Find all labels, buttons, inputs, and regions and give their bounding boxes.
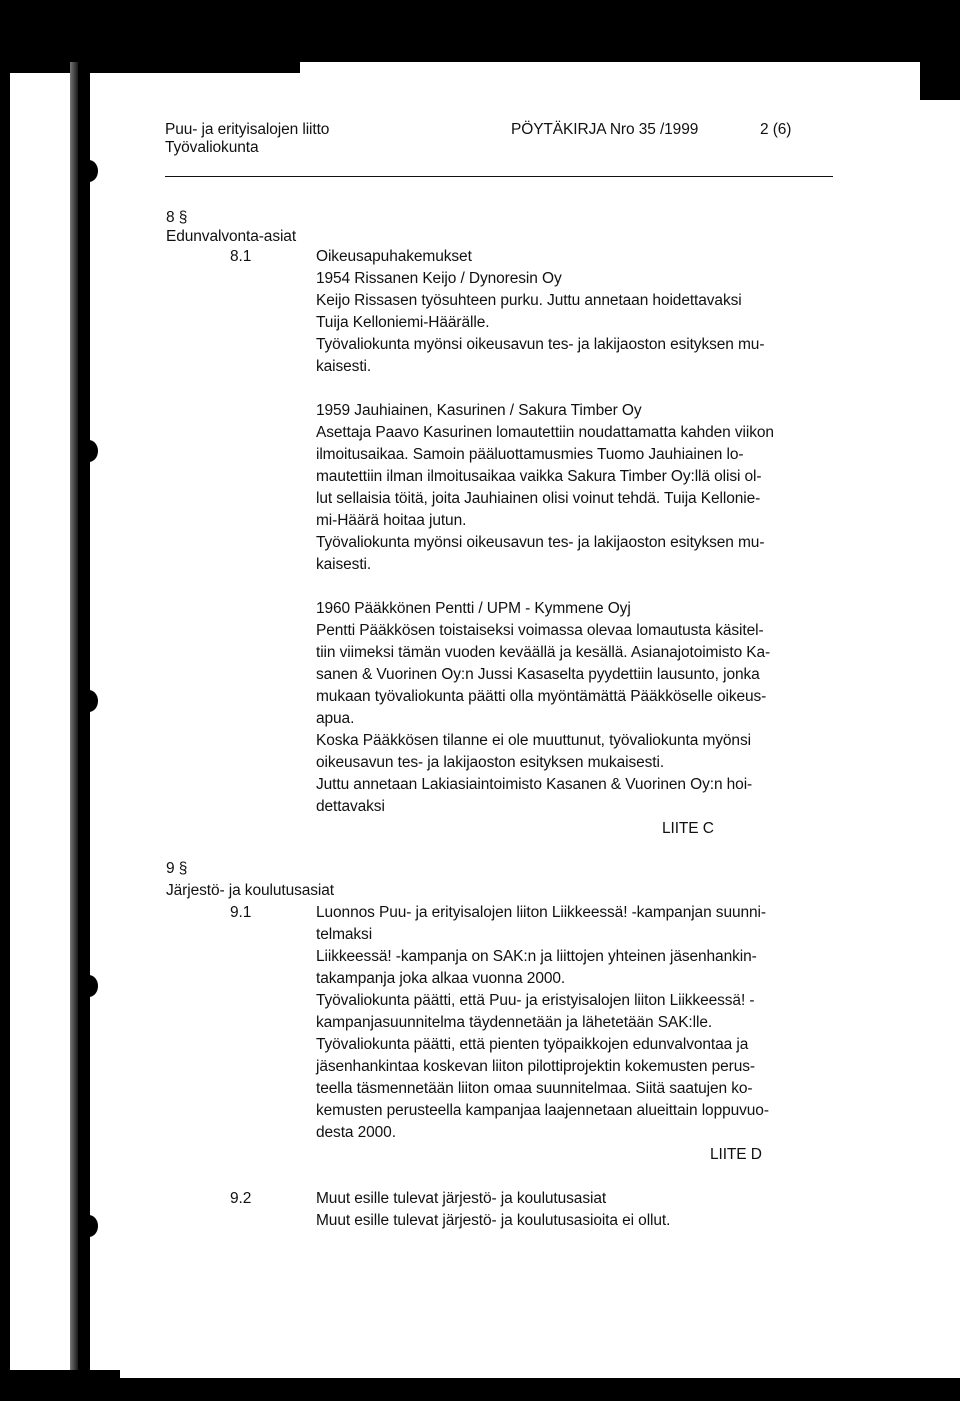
case-1959-line: Työvaliokunta myönsi oikeusavun tes- ja lakijaoston esityksen mu- [316,534,765,551]
case-1954-line: kaisesti. [316,358,372,375]
case-1960-line: dettavaksi [316,798,385,815]
case-1960-line: Koska Pääkkösen tilanne ei ole muuttunut, työvaliokunta myönsi [316,732,751,749]
header-page: 2 (6) [760,121,792,138]
attachment-liite-d: LIITE D [710,1146,762,1163]
subsection-9-1-line: Liikkeessä! -kampanja on SAK:n ja liittojen yhteinen jäsenhankin- [316,948,757,965]
binding-spine [78,62,90,1380]
subsection-9-1-line: Työvaliokunta päätti, että pienten työpaikkojen edunvalvontaa ja [316,1036,749,1053]
case-1959-line: 1959 Jauhiainen, Kasurinen / Sakura Timber Oy [316,402,642,419]
case-1959-line: ilmoitusaikaa. Samoin pääluottamusmies Tuomo Jauhiainen lo- [316,446,744,463]
subsection-9-2-number: 9.2 [230,1190,252,1207]
subsection-9-2-line: Muut esille tulevat järjestö- ja koulutusasiat [316,1190,607,1207]
subsection-9-1-line: Luonnos Puu- ja erityisalojen liiton Liikkeessä! -kampanjan suunni- [316,904,766,921]
punch-hole [80,160,98,182]
subsection-9-1-line: jäsenhankintaa koskevan liiton pilottiprojektin kokemusten perus- [316,1058,755,1075]
punch-hole [80,1215,98,1237]
header-org: Puu- ja erityisalojen liitto [165,121,330,138]
case-1960-line: Pentti Pääkkösen toistaiseksi voimassa olevaa lomautusta käsitel- [316,622,764,639]
scan-border-top [0,0,960,62]
scan-border-bottom-notch [0,1370,120,1382]
subsection-9-1-number: 9.1 [230,904,252,921]
case-1960-line: tiin viimeksi tämän vuoden keväällä ja kesällä. Asianajotoimisto Ka- [316,644,771,661]
subsection-9-1-line: telmaksi [316,926,373,943]
subsection-8-1-title: Oikeusapuhakemukset [316,248,472,265]
subsection-9-1-line: kampanjasuunnitelma täydennetään ja lähetetään SAK:lle. [316,1014,713,1031]
case-1954-line: Tuija Kelloniemi-Häärälle. [316,314,490,331]
attachment-liite-c: LIITE C [662,820,714,837]
subsection-8-1-number: 8.1 [230,248,252,265]
case-1959-line: kaisesti. [316,556,372,573]
case-1960-line: mukaan työvaliokunta päätti olla myöntämättä Pääkköselle oikeus- [316,688,767,705]
case-1954-line: Työvaliokunta myönsi oikeusavun tes- ja lakijaoston esityksen mu- [316,336,765,353]
section-9-title: Järjestö- ja koulutusasiat [166,882,334,899]
punch-hole [80,975,98,997]
case-1959-line: lut sellaisia töitä, joita Jauhiainen olisi voinut tehdä. Tuija Kellonie- [316,490,761,507]
subsection-9-1-line: desta 2000. [316,1124,396,1141]
case-1959-line: Asettaja Paavo Kasurinen lomautettiin noudattamatta kahden viikon [316,424,774,441]
scan-border-top-notch [0,55,300,73]
case-1954-line: Keijo Rissasen työsuhteen purku. Juttu annetaan hoidettavaksi [316,292,742,309]
scan-border-bottom [0,1378,960,1401]
subsection-9-1-line: kemusten perusteella kampanjaa laajennetaan alueittain loppuvuo- [316,1102,769,1119]
subsection-9-1-line: takampanja joka alkaa vuonna 2000. [316,970,566,987]
section-9-number: 9 § [166,860,188,877]
case-1959-line: mi-Häärä hoitaa jutun. [316,512,467,529]
case-1960-line: oikeusavun tes- ja lakijaoston esityksen mukaisesti. [316,754,665,771]
case-1960-line: sanen & Vuorinen Oy:n Jussi Kasaselta pyydettiin lausunto, jonka [316,666,760,683]
section-8-title: Edunvalvonta-asiat [166,228,297,245]
subsection-9-2-line: Muut esille tulevat järjestö- ja koulutusasioita ei ollut. [316,1212,671,1229]
scan-border-left [0,0,10,1401]
scan-border-right-notch [920,40,960,100]
case-1959-line: mautettiin ilman ilmoitusaikaa vaikka Sakura Timber Oy:llä olisi ol- [316,468,762,485]
case-1960-line: apua. [316,710,355,727]
case-1954-line: 1954 Rissanen Keijo / Dynoresin Oy [316,270,562,287]
case-1960-line: Juttu annetaan Lakiasiaintoimisto Kasanen & Vuorinen Oy:n hoi- [316,776,753,793]
header-body: Työvaliokunta [165,139,259,156]
subsection-9-1-line: Työvaliokunta päätti, että Puu- ja eristyisalojen liiton Liikkeessä! - [316,992,755,1009]
section-8-number: 8 § [166,209,188,226]
case-1960-line: 1960 Pääkkönen Pentti / UPM - Kymmene Oyj [316,600,631,617]
header-rule [165,176,833,177]
punch-hole [80,440,98,462]
punch-hole [80,690,98,712]
header-doc-number: PÖYTÄKIRJA Nro 35 /1999 [511,121,699,138]
subsection-9-1-line: teella täsmennetään liiton omaa suunnitelmaa. Siitä saatujen ko- [316,1080,753,1097]
